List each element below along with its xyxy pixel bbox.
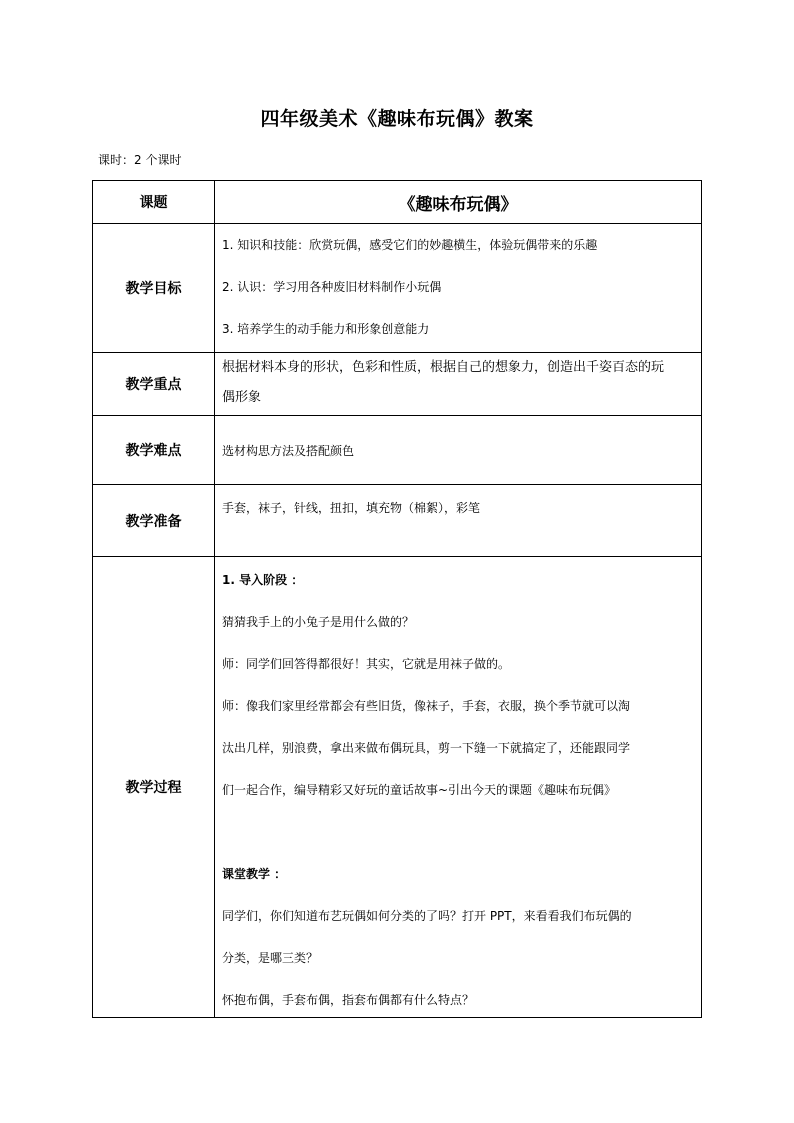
process-content xyxy=(215,557,702,1018)
goal-item: 1. 知识和技能：欣赏玩偶，感受它们的妙趣横生，体验玩偶带来的乐趣 xyxy=(222,238,598,252)
process-line: 师：像我们家里经常都会有些旧货，像袜子，手套，衣服，换个季节就可以淘 xyxy=(222,699,631,713)
process-line: 怀抱布偶，手套布偶，指套布偶都有什么特点？ xyxy=(222,993,475,1007)
process-line: 汰出几样，别浪费，拿出来做布偶玩具，剪一下缝一下就搞定了，还能跟同学 xyxy=(222,741,631,755)
preparation-label: 教学准备 xyxy=(93,485,215,557)
focus-label: 教学重点 xyxy=(93,353,215,416)
topic-value: 《趣味布玩偶》 xyxy=(215,181,702,224)
difficulty-content xyxy=(215,416,702,485)
process-line: 们一起合作，编导精彩又好玩的童话故事~引出今天的课题《趣味布玩偶》 xyxy=(222,783,617,797)
focus-line: 根据材料本身的形状，色彩和性质，根据自己的想象力，创造出千姿百态的玩 xyxy=(222,360,665,375)
row-difficulty xyxy=(93,416,702,485)
topic-label: 课题 xyxy=(93,181,215,224)
focus-line: 偶形象 xyxy=(222,390,262,405)
process-label: 教学过程 xyxy=(93,557,215,1018)
goal-item: 2. 认识：学习用各种废旧材料制作小玩偶 xyxy=(222,280,442,294)
lesson-duration: 课时：2 个课时 xyxy=(98,153,182,167)
goals-label: 教学目标 xyxy=(93,224,215,353)
row-focus xyxy=(93,353,702,416)
row-process xyxy=(93,557,702,1018)
preparation-content xyxy=(215,485,702,557)
row-goals xyxy=(93,224,702,353)
process-line: 师：同学们回答得都很好！其实，它就是用袜子做的。 xyxy=(222,657,511,671)
process-line: 同学们，你们知道布艺玩偶如何分类的了吗？打开 PPT，来看看我们布玩偶的 xyxy=(222,909,632,923)
process-line: 分类，是哪三类？ xyxy=(222,951,319,965)
preparation-text: 手套，袜子，针线，扭扣，填充物（棉絮），彩笔 xyxy=(222,501,481,515)
focus-content xyxy=(215,353,702,416)
lesson-plan-table xyxy=(92,180,702,1018)
difficulty-label: 教学难点 xyxy=(93,416,215,485)
section-title: 课堂教学 ： xyxy=(222,867,287,881)
document-title: 四年级美术《趣味布玩偶》教案 xyxy=(260,108,534,130)
row-topic xyxy=(93,181,702,224)
difficulty-text: 选材构思方法及搭配颜色 xyxy=(222,444,355,458)
row-preparation xyxy=(93,485,702,557)
section-title: 1. 导入阶段 ： xyxy=(222,573,304,587)
process-line: 猜猜我手上的小兔子是用什么做的？ xyxy=(222,615,415,629)
goal-item: 3. 培养学生的动手能力和形象创意能力 xyxy=(222,322,430,336)
goals-content xyxy=(215,224,702,353)
